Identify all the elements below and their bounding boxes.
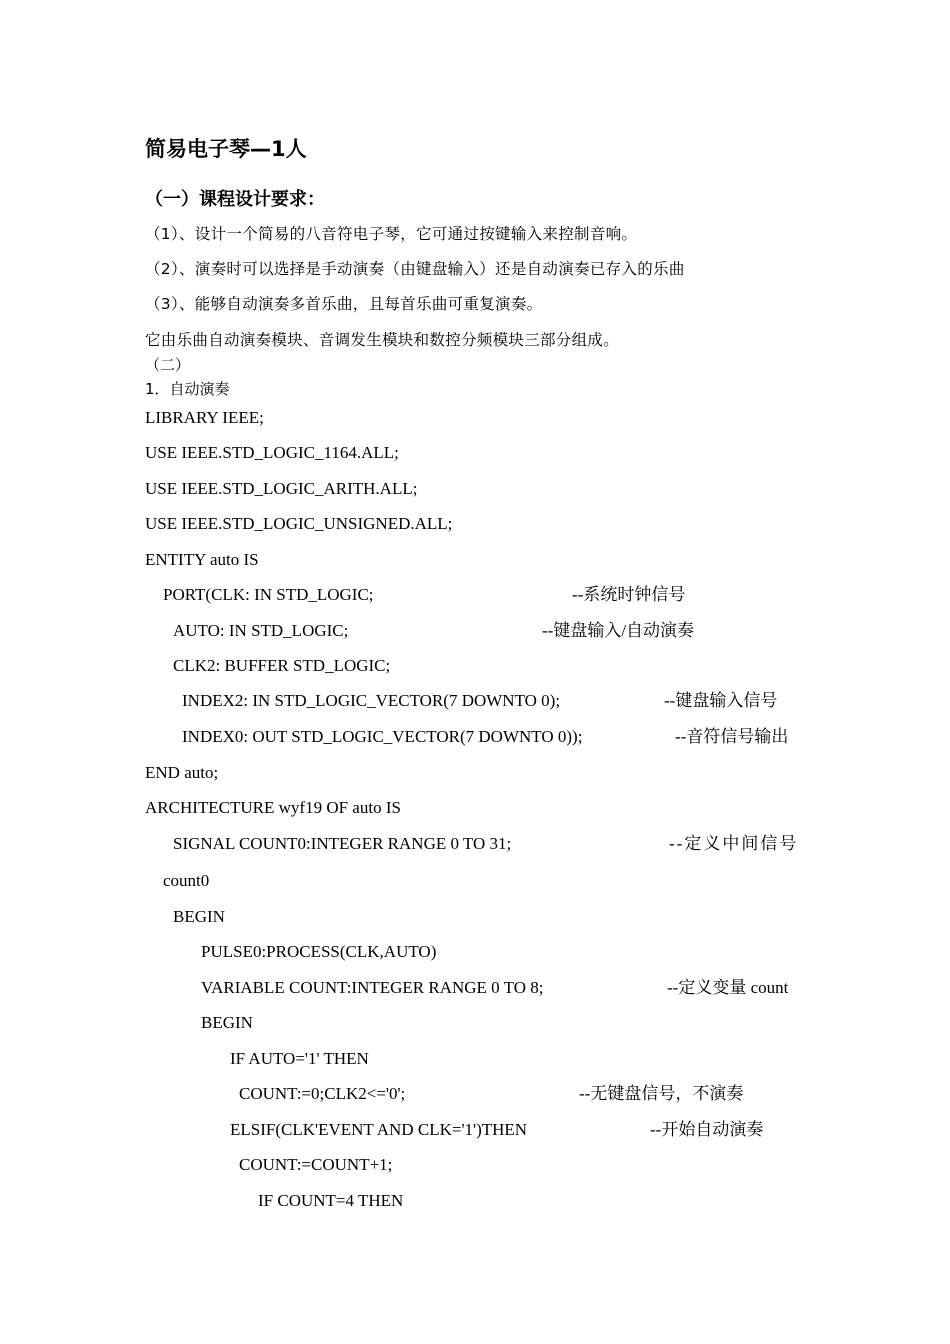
code-line: USE IEEE.STD_LOGIC_UNSIGNED.ALL; [145, 514, 453, 533]
code-line: IF COUNT=4 THEN [258, 1191, 404, 1210]
code-line: LIBRARY IEEE; [145, 408, 264, 427]
code-comment: --定义变量 count [667, 978, 789, 997]
code-comment: --无键盘信号，不演奏 [579, 1084, 744, 1103]
code-comment: --系统时钟信号 [572, 585, 686, 604]
code-line: BEGIN [201, 1013, 253, 1032]
code-line: CLK2: BUFFER STD_LOGIC; [173, 656, 391, 675]
code-line: PULSE0:PROCESS(CLK,AUTO) [201, 942, 437, 961]
code-line: USE IEEE.STD_LOGIC_ARITH.ALL; [145, 479, 418, 498]
composition-paragraph: 它由乐曲自动演奏模块、音调发生模块和数控分频模块三部分组成。 [145, 331, 620, 349]
code-line: INDEX0: OUT STD_LOGIC_VECTOR(7 DOWNTO 0)); [182, 727, 583, 746]
code-line: AUTO: IN STD_LOGIC; [173, 621, 349, 640]
code-comment: --定义中间信号 [669, 834, 799, 853]
section-heading-requirements: （一）课程设计要求： [145, 189, 325, 210]
code-line: COUNT:=COUNT+1; [239, 1155, 393, 1174]
subsection-heading-auto: 1．自动演奏 [145, 380, 230, 398]
code-line: INDEX2: IN STD_LOGIC_VECTOR(7 DOWNTO 0); [182, 691, 561, 710]
code-line: count0 [163, 871, 210, 890]
requirement-item: （3）、能够自动演奏多首乐曲，且每首乐曲可重复演奏。 [145, 295, 543, 313]
code-line: COUNT:=0;CLK2<='0'; [239, 1084, 406, 1103]
section-heading-two: （二） [145, 356, 191, 374]
code-line: PORT(CLK: IN STD_LOGIC; [163, 585, 374, 604]
requirement-item: （1）、设计一个简易的八音符电子琴，它可通过按键输入来控制音响。 [145, 225, 638, 243]
code-comment: --音符信号输出 [675, 727, 789, 746]
code-line: ENTITY auto IS [145, 550, 259, 569]
document-title: 简易电子琴—1人 [145, 137, 307, 161]
code-comment: --键盘输入信号 [664, 691, 778, 710]
code-line: BEGIN [173, 907, 225, 926]
code-line: END auto; [145, 763, 219, 782]
code-line: VARIABLE COUNT:INTEGER RANGE 0 TO 8; [201, 978, 544, 997]
code-line: IF AUTO='1' THEN [230, 1049, 369, 1068]
code-line: SIGNAL COUNT0:INTEGER RANGE 0 TO 31; [173, 834, 512, 853]
code-comment: --开始自动演奏 [650, 1120, 764, 1139]
code-comment: --键盘输入/自动演奏 [542, 621, 695, 640]
code-line: USE IEEE.STD_LOGIC_1164.ALL; [145, 443, 399, 462]
requirement-item: （2）、演奏时可以选择是手动演奏（由键盘输入）还是自动演奏已存入的乐曲 [145, 260, 685, 278]
code-line: ARCHITECTURE wyf19 OF auto IS [145, 798, 401, 817]
code-line: ELSIF(CLK'EVENT AND CLK='1')THEN [230, 1120, 528, 1139]
